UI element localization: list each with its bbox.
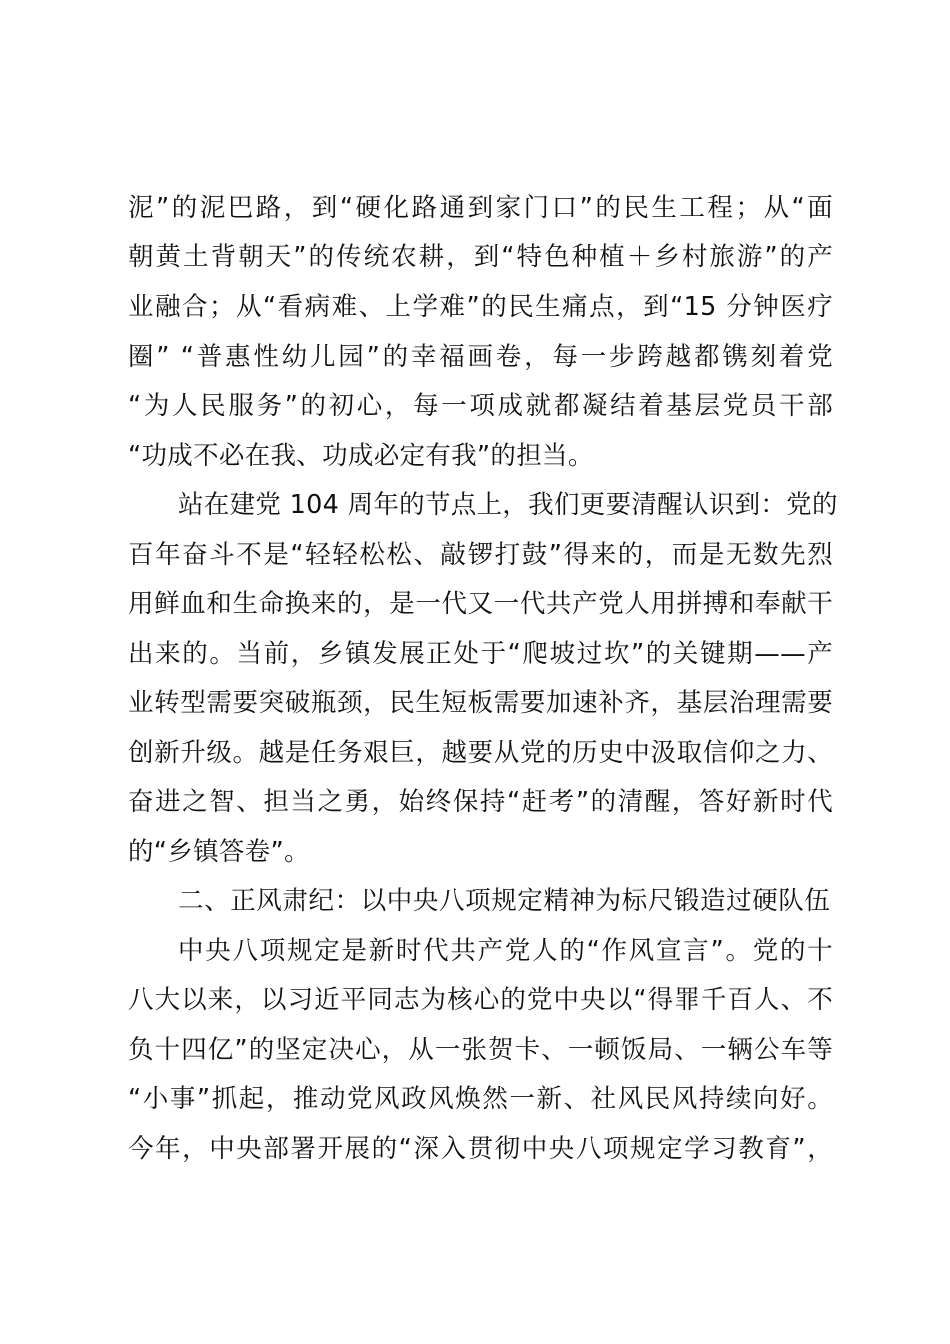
section-heading: 二、正风肃纪：以中央八项规定精神为标尺锻造过硬队伍: [178, 886, 831, 916]
paragraph-line: “小事”抓起，推动党风政风焕然一新、社风民风持续向好。: [128, 1084, 833, 1114]
paragraph-line: 中央八项规定是新时代共产党人的“作风宣言”。党的十: [178, 936, 833, 966]
paragraph-line: 泥”的泥巴路，到“硬化路通到家门口”的民生工程；从“面: [128, 193, 833, 223]
paragraph-line: 站在建党 104 周年的节点上，我们更要清醒认识到：党的: [178, 490, 838, 520]
paragraph-line: 出来的。当前，乡镇发展正处于“爬坡过坎”的关键期——产: [128, 639, 833, 669]
paragraph-line: 业融合；从“看病难、上学难”的民生痛点，到“15 分钟医疗: [128, 292, 833, 322]
paragraph-line: “功成不必在我、功成必定有我”的担当。: [128, 441, 594, 471]
paragraph-line: 业转型需要突破瓶颈，民生短板需要加速补齐，基层治理需要: [128, 688, 833, 718]
paragraph-line: 用鲜血和生命换来的，是一代又一代共产党人用拼搏和奉献干: [128, 589, 833, 619]
paragraph-line: 百年奋斗不是“轻轻松松、敲锣打鼓”得来的，而是无数先烈: [128, 540, 833, 570]
paragraph-line: 朝黄土背朝天”的传统农耕，到“特色种植＋乡村旅游”的产: [128, 242, 833, 272]
paragraph-line: 创新升级。越是任务艰巨，越要从党的历史中汲取信仰之力、: [128, 738, 833, 768]
paragraph-line: 的“乡镇答卷”。: [128, 837, 310, 867]
paragraph-line: “为人民服务”的初心，每一项成就都凝结着基层党员干部: [128, 391, 833, 421]
paragraph-line: 八大以来，以习近平同志为核心的党中央以“得罪千百人、不: [128, 985, 833, 1015]
paragraph-line: 奋进之智、担当之勇，始终保持“赶考”的清醒，答好新时代: [128, 787, 833, 817]
paragraph-line: 负十四亿”的坚定决心，从一张贺卡、一顿饭局、一辆公车等: [128, 1035, 833, 1065]
paragraph-line: 今年，中央部署开展的“深入贯彻中央八项规定学习教育”，: [128, 1134, 833, 1164]
paragraph-line: 圈” “普惠性幼儿园”的幸福画卷，每一步跨越都镌刻着党: [128, 342, 833, 372]
